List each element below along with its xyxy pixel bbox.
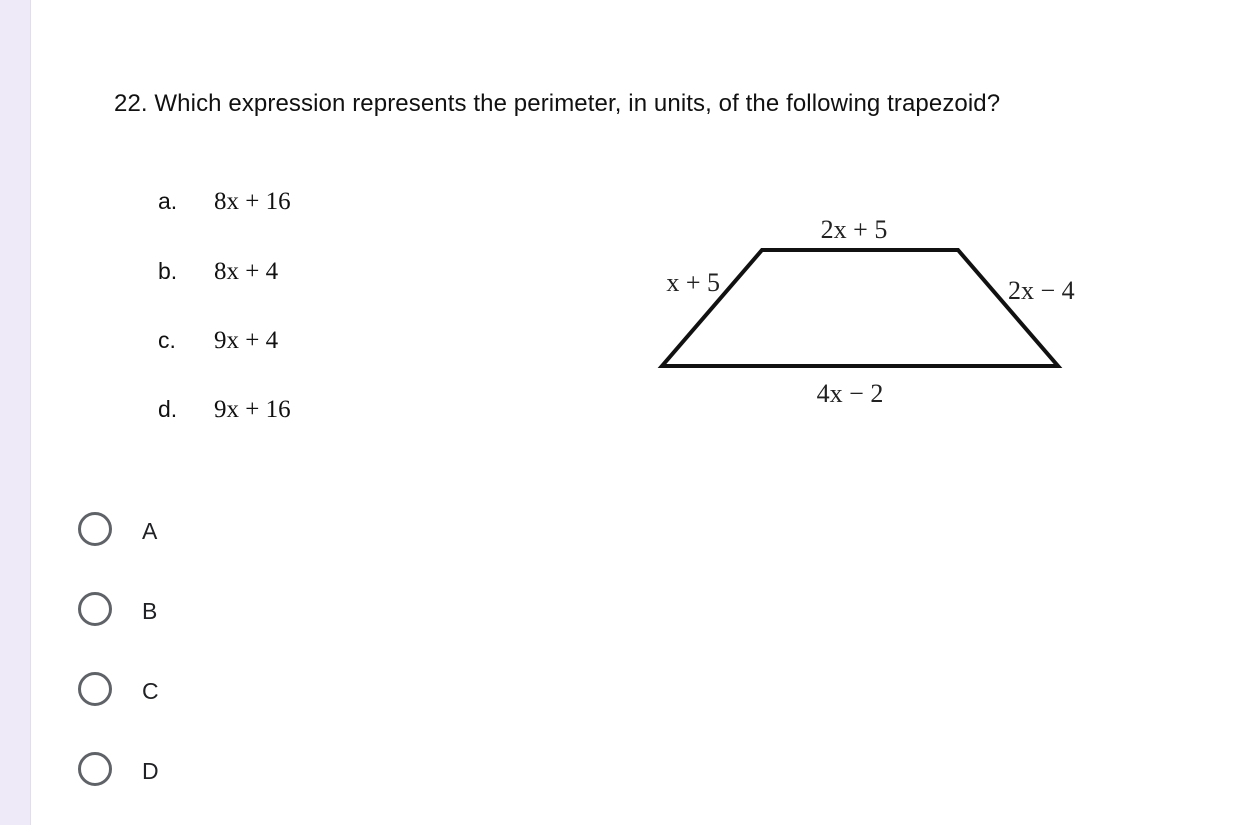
radio-button[interactable]: [78, 752, 112, 786]
choice-expression: 8x + 16: [214, 188, 291, 215]
radio-button[interactable]: [78, 592, 112, 626]
top-side-label: 2x + 5: [820, 215, 888, 244]
trapezoid-diagram: [590, 145, 1110, 425]
choice-b: [158, 258, 278, 286]
choice-a: [158, 188, 291, 216]
choice-d: [158, 396, 291, 424]
option-d[interactable]: [78, 750, 278, 794]
option-label: A: [142, 518, 158, 544]
choice-c: [158, 327, 278, 355]
choice-letter: b.: [158, 258, 178, 284]
question-text: 22. Which expression represents the perimeter, in units, of the following trapezoid?: [114, 90, 1001, 117]
option-label: D: [142, 758, 159, 784]
choice-letter: c.: [158, 327, 176, 353]
right-side-label: 2x − 4: [1008, 276, 1075, 305]
option-a[interactable]: [78, 510, 278, 554]
radio-button[interactable]: [78, 672, 112, 706]
choice-expression: 8x + 4: [214, 258, 279, 285]
left-side-label: x + 5: [666, 268, 720, 297]
option-b[interactable]: [78, 590, 278, 634]
bottom-side-label: 4x − 2: [816, 379, 884, 408]
trapezoid-shape: [662, 250, 1058, 366]
choice-letter: d.: [158, 396, 178, 422]
radio-button[interactable]: [78, 512, 112, 546]
choice-letter: a.: [158, 188, 178, 214]
option-c[interactable]: [78, 670, 278, 714]
option-label: B: [142, 598, 158, 624]
choice-expression: 9x + 4: [214, 327, 279, 354]
left-background-strip: [0, 0, 31, 825]
option-label: C: [142, 678, 159, 704]
choice-expression: 9x + 16: [214, 396, 291, 423]
